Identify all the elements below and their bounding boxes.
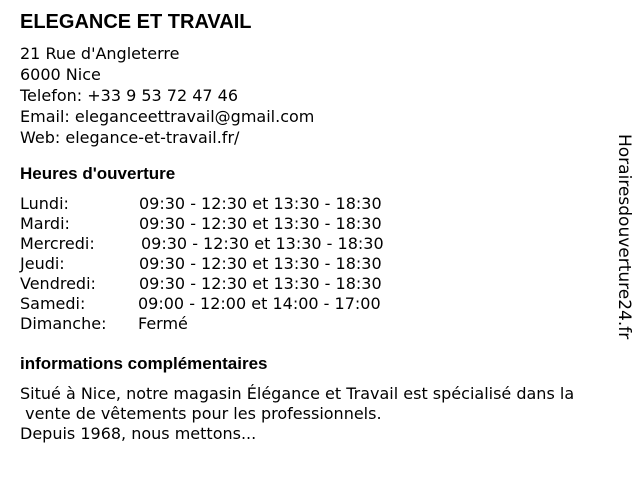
time-range: 09:00 - 12:00 et 14:00 - 17:00 [138, 294, 381, 313]
time-range: 09:30 - 12:30 et 13:30 - 18:30 [139, 254, 382, 273]
time-range: 09:30 - 12:30 et 13:30 - 18:30 [141, 234, 384, 253]
address-block [20, 43, 314, 148]
business-name: ELEGANCE ET TRAVAIL [20, 11, 252, 33]
website: Web: elegance-et-travail.fr/ [20, 128, 240, 147]
time-range: 09:30 - 12:30 et 13:30 - 18:30 [139, 274, 382, 293]
watermark-text: Horairesdouverture24.fr [614, 134, 634, 340]
street-address: 21 Rue d'Angleterre [20, 44, 180, 63]
phone: Telefon: +33 9 53 72 47 46 [20, 86, 239, 105]
day-label: Mercredi: [20, 234, 95, 253]
time-range: 09:30 - 12:30 et 13:30 - 18:30 [139, 214, 382, 233]
day-label: Mardi: [20, 214, 70, 233]
info-heading: informations complémentaires [20, 354, 268, 373]
info-text: Situé à Nice, notre magasin Élégance et Travail est spécialisé dans la vente de vêtements pour les professionnels. Depuis 1968, nous mettons... [20, 384, 575, 443]
day-label: Jeudi: [20, 254, 65, 273]
day-label: Lundi: [20, 194, 69, 213]
city: 6000 Nice [20, 65, 101, 84]
day-label: Dimanche: [20, 314, 107, 333]
hours-heading: Heures d'ouverture [20, 164, 176, 183]
time-range: Fermé [138, 314, 188, 333]
email: Email: eleganceettravail@gmail.com [20, 107, 315, 126]
day-label: Samedi: [20, 294, 86, 313]
day-label: Vendredi: [20, 274, 96, 293]
time-range: 09:30 - 12:30 et 13:30 - 18:30 [139, 194, 382, 213]
